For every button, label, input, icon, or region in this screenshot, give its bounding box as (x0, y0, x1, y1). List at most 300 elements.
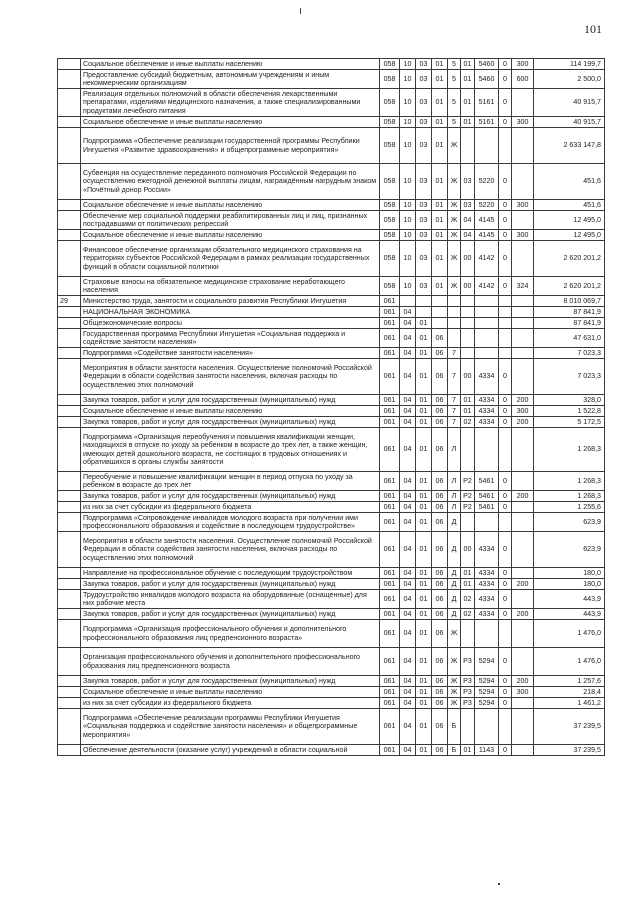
code-cell: 01 (416, 609, 432, 620)
code-cell: 04 (400, 513, 416, 532)
code-cell: 00 (461, 241, 475, 277)
code-cell (499, 296, 512, 307)
code-cell: 06 (432, 568, 448, 579)
item-name: Подпрограмма «Содействие занятости населения» (81, 348, 380, 359)
table-row (58, 329, 605, 348)
code-cell (432, 296, 448, 307)
code-cell (512, 296, 534, 307)
code-cell: 061 (380, 620, 400, 648)
code-cell (448, 296, 461, 307)
code-cell: 0 (499, 590, 512, 609)
code-cell: 06 (432, 532, 448, 568)
row-number (58, 59, 81, 70)
code-cell: 0 (499, 117, 512, 128)
item-name: Общеэкономические вопросы (81, 318, 380, 329)
item-name: Социальное обеспечение и иные выплаты населению (81, 117, 380, 128)
code-cell: 061 (380, 428, 400, 472)
code-cell (499, 620, 512, 648)
code-cell: 200 (512, 395, 534, 406)
table-row (58, 745, 605, 756)
code-cell (461, 128, 475, 164)
code-cell: 200 (512, 417, 534, 428)
row-number (58, 406, 81, 417)
code-cell: 4334 (475, 568, 499, 579)
code-cell: 03 (416, 117, 432, 128)
code-cell (512, 568, 534, 579)
code-cell: 03 (461, 164, 475, 200)
code-cell: 00 (461, 532, 475, 568)
code-cell (499, 329, 512, 348)
code-cell: 300 (512, 200, 534, 211)
table-row (58, 609, 605, 620)
code-cell: 03 (416, 128, 432, 164)
code-cell: 5461 (475, 491, 499, 502)
table-row (58, 277, 605, 296)
row-number (58, 472, 81, 491)
code-cell (461, 307, 475, 318)
amount-cell: 47 631,0 (534, 329, 605, 348)
code-cell: 01 (416, 745, 432, 756)
code-cell: 01 (461, 117, 475, 128)
code-cell: 0 (499, 164, 512, 200)
code-cell: 06 (432, 491, 448, 502)
code-cell: 200 (512, 579, 534, 590)
code-cell (416, 307, 432, 318)
table-row (58, 318, 605, 329)
code-cell: 03 (416, 164, 432, 200)
table-row (58, 417, 605, 428)
code-cell (512, 164, 534, 200)
amount-cell: 1 461,2 (534, 698, 605, 709)
code-cell: 04 (400, 472, 416, 491)
code-cell: 01 (416, 579, 432, 590)
code-cell: 058 (380, 277, 400, 296)
row-number (58, 609, 81, 620)
code-cell: 04 (400, 417, 416, 428)
code-cell: 4334 (475, 609, 499, 620)
code-cell: 01 (432, 211, 448, 230)
row-number (58, 620, 81, 648)
code-cell: 04 (400, 532, 416, 568)
item-name: Социальное обеспечение и иные выплаты населению (81, 200, 380, 211)
code-cell: Р3 (461, 687, 475, 698)
code-cell: Л (448, 502, 461, 513)
item-name: Социальное обеспечение и иные выплаты населению (81, 59, 380, 70)
code-cell: 01 (416, 687, 432, 698)
item-name: из них за счет субсидии из федерального бюджета (81, 698, 380, 709)
code-cell: 02 (461, 590, 475, 609)
code-cell: 01 (416, 395, 432, 406)
code-cell: 5294 (475, 648, 499, 676)
code-cell: 061 (380, 329, 400, 348)
row-number (58, 128, 81, 164)
code-cell: Д (448, 568, 461, 579)
amount-cell: 443,9 (534, 609, 605, 620)
code-cell: 300 (512, 59, 534, 70)
code-cell (461, 348, 475, 359)
code-cell: Ж (448, 211, 461, 230)
code-cell: 03 (416, 211, 432, 230)
code-cell (512, 329, 534, 348)
code-cell: 061 (380, 395, 400, 406)
code-cell (499, 428, 512, 472)
code-cell: 01 (432, 241, 448, 277)
code-cell: 061 (380, 359, 400, 395)
code-cell: 5294 (475, 687, 499, 698)
code-cell (512, 307, 534, 318)
code-cell (448, 307, 461, 318)
item-name: Подпрограмма «Сопровождение инвалидов молодого возраста при получении ими профессионального образования и содействие в последующем трудоустройстве» (81, 513, 380, 532)
code-cell: 01 (416, 590, 432, 609)
row-number (58, 648, 81, 676)
code-cell: 04 (400, 406, 416, 417)
code-cell: 01 (432, 128, 448, 164)
code-cell: 300 (512, 687, 534, 698)
code-cell: 7 (448, 395, 461, 406)
code-cell: 0 (499, 472, 512, 491)
item-name: Трудоустройство инвалидов молодого возраста на оборудованные (оснащенные) для них рабочие места (81, 590, 380, 609)
table-row (58, 532, 605, 568)
code-cell: 061 (380, 532, 400, 568)
code-cell: 03 (416, 241, 432, 277)
code-cell: 061 (380, 568, 400, 579)
item-name: Закупка товаров, работ и услуг для государственных (муниципальных) нужд (81, 417, 380, 428)
code-cell: 06 (432, 676, 448, 687)
code-cell: 0 (499, 230, 512, 241)
code-cell: Л (448, 428, 461, 472)
code-cell: 03 (416, 277, 432, 296)
item-name: Реализация отдельных полномочий в области обеспечения лекарственными препаратами, изделиями медицинского назначения, а также специализированными продуктами лечебного питания (81, 89, 380, 117)
code-cell: 01 (461, 70, 475, 89)
code-cell: 0 (499, 200, 512, 211)
code-cell (512, 472, 534, 491)
amount-cell: 443,9 (534, 590, 605, 609)
code-cell: 10 (400, 89, 416, 117)
code-cell: 061 (380, 513, 400, 532)
code-cell: 06 (432, 406, 448, 417)
code-cell: 01 (432, 200, 448, 211)
code-cell: 5161 (475, 117, 499, 128)
code-cell: 04 (400, 318, 416, 329)
code-cell: 4145 (475, 230, 499, 241)
code-cell: 04 (400, 620, 416, 648)
code-cell (512, 348, 534, 359)
table-row (58, 709, 605, 745)
code-cell (499, 348, 512, 359)
code-cell: 058 (380, 200, 400, 211)
amount-cell: 114 199,7 (534, 59, 605, 70)
code-cell: 0 (499, 532, 512, 568)
item-name: Субвенция на осуществление переданного полномочия Российской Федерации по осуществлению ежегодной денежной выплаты лицам, награждённым нагрудным знаком «Почётный донор России» (81, 164, 380, 200)
code-cell: 02 (461, 609, 475, 620)
item-name: Социальное обеспечение и иные выплаты населению (81, 687, 380, 698)
code-cell (461, 428, 475, 472)
code-cell: Р2 (461, 491, 475, 502)
row-number (58, 359, 81, 395)
amount-cell: 37 239,5 (534, 709, 605, 745)
code-cell: 5 (448, 70, 461, 89)
code-cell: 04 (400, 307, 416, 318)
code-cell: 058 (380, 230, 400, 241)
code-cell: 300 (512, 230, 534, 241)
code-cell (475, 307, 499, 318)
table-row (58, 687, 605, 698)
code-cell: 06 (432, 348, 448, 359)
code-cell: 01 (461, 406, 475, 417)
code-cell: 058 (380, 164, 400, 200)
code-cell: 01 (432, 70, 448, 89)
item-name: НАЦИОНАЛЬНАЯ ЭКОНОМИКА (81, 307, 380, 318)
code-cell: 0 (499, 59, 512, 70)
code-cell: 01 (416, 513, 432, 532)
code-cell (499, 307, 512, 318)
code-cell: 03 (416, 89, 432, 117)
code-cell: 06 (432, 698, 448, 709)
code-cell: 01 (416, 428, 432, 472)
code-cell: 0 (499, 395, 512, 406)
amount-cell: 5 172,5 (534, 417, 605, 428)
code-cell: 02 (461, 417, 475, 428)
code-cell: 10 (400, 277, 416, 296)
table-row (58, 117, 605, 128)
code-cell: 01 (416, 648, 432, 676)
code-cell: 061 (380, 687, 400, 698)
code-cell (512, 502, 534, 513)
code-cell: 061 (380, 472, 400, 491)
code-cell (448, 329, 461, 348)
amount-cell: 40 915,7 (534, 89, 605, 117)
code-cell: 01 (416, 620, 432, 648)
table-row (58, 211, 605, 230)
code-cell: 01 (416, 502, 432, 513)
code-cell: 03 (416, 230, 432, 241)
code-cell: Б (448, 745, 461, 756)
table-row (58, 513, 605, 532)
code-cell: 061 (380, 491, 400, 502)
amount-cell: 451,6 (534, 200, 605, 211)
amount-cell: 180,0 (534, 579, 605, 590)
row-number (58, 709, 81, 745)
code-cell: 01 (461, 395, 475, 406)
amount-cell: 180,0 (534, 568, 605, 579)
code-cell: 01 (416, 709, 432, 745)
code-cell: 06 (432, 579, 448, 590)
code-cell: 058 (380, 128, 400, 164)
code-cell: 5460 (475, 59, 499, 70)
code-cell (512, 241, 534, 277)
code-cell: 058 (380, 59, 400, 70)
table-row (58, 568, 605, 579)
row-number (58, 502, 81, 513)
item-name: Подпрограмма «Организация профессионального обучения и дополнительного профессионального образования лиц предпенсионного возраста» (81, 620, 380, 648)
code-cell: 04 (400, 579, 416, 590)
code-cell: 4334 (475, 579, 499, 590)
code-cell (461, 513, 475, 532)
code-cell: 04 (461, 211, 475, 230)
amount-cell: 87 841,9 (534, 318, 605, 329)
code-cell: 0 (499, 406, 512, 417)
code-cell: 0 (499, 745, 512, 756)
row-number (58, 307, 81, 318)
item-name: Подпрограмма «Обеспечение реализации программы Республики Ингушетия «Социальная поддержка и содействие занятости населения» и общепрограммные мероприятия» (81, 709, 380, 745)
code-cell (512, 648, 534, 676)
table-row (58, 648, 605, 676)
code-cell: 06 (432, 687, 448, 698)
code-cell: 01 (432, 59, 448, 70)
code-cell: 01 (432, 164, 448, 200)
table-row (58, 590, 605, 609)
scan-mark (300, 8, 301, 14)
row-number (58, 89, 81, 117)
amount-cell: 7 023,3 (534, 359, 605, 395)
amount-cell: 1 257,6 (534, 676, 605, 687)
code-cell: 061 (380, 745, 400, 756)
row-number (58, 329, 81, 348)
amount-cell: 37 239,5 (534, 745, 605, 756)
row-number (58, 579, 81, 590)
code-cell: 01 (416, 472, 432, 491)
code-cell (512, 620, 534, 648)
code-cell: 06 (432, 513, 448, 532)
amount-cell: 40 915,7 (534, 117, 605, 128)
table-row (58, 241, 605, 277)
code-cell: 10 (400, 117, 416, 128)
row-number (58, 745, 81, 756)
row-number (58, 568, 81, 579)
code-cell: Ж (448, 698, 461, 709)
amount-cell: 2 620 201,2 (534, 241, 605, 277)
item-name: Закупка товаров, работ и услуг для государственных (муниципальных) нужд (81, 676, 380, 687)
code-cell (475, 348, 499, 359)
code-cell: 0 (499, 211, 512, 230)
row-number (58, 417, 81, 428)
code-cell: 03 (416, 59, 432, 70)
code-cell: 061 (380, 698, 400, 709)
code-cell: 04 (400, 329, 416, 348)
code-cell: 5220 (475, 200, 499, 211)
code-cell: 1143 (475, 745, 499, 756)
code-cell: 058 (380, 211, 400, 230)
code-cell: 01 (416, 491, 432, 502)
code-cell: 5294 (475, 676, 499, 687)
code-cell: Д (448, 579, 461, 590)
code-cell (512, 89, 534, 117)
item-name: Социальное обеспечение и иные выплаты населению (81, 406, 380, 417)
code-cell: 01 (432, 117, 448, 128)
code-cell: 00 (461, 277, 475, 296)
table-row (58, 128, 605, 164)
code-cell: 06 (432, 428, 448, 472)
code-cell: Д (448, 590, 461, 609)
code-cell: 058 (380, 241, 400, 277)
code-cell (512, 698, 534, 709)
code-cell: 0 (499, 502, 512, 513)
code-cell: 01 (416, 532, 432, 568)
code-cell: 10 (400, 59, 416, 70)
table-row (58, 59, 605, 70)
code-cell: 04 (400, 395, 416, 406)
code-cell: 058 (380, 70, 400, 89)
code-cell: 4334 (475, 395, 499, 406)
code-cell (512, 709, 534, 745)
item-name: Подпрограмма «Обеспечение реализации государственной программы Республики Ингушетия «Развитие здравоохранения» и общепрограммные мероприятия» (81, 128, 380, 164)
code-cell: 10 (400, 241, 416, 277)
code-cell: 04 (400, 687, 416, 698)
table-row (58, 579, 605, 590)
code-cell: Ж (448, 230, 461, 241)
code-cell: 0 (499, 70, 512, 89)
code-cell: 04 (461, 230, 475, 241)
amount-cell: 218,4 (534, 687, 605, 698)
code-cell: 06 (432, 709, 448, 745)
amount-cell: 451,6 (534, 164, 605, 200)
code-cell: Д (448, 513, 461, 532)
code-cell: 5161 (475, 89, 499, 117)
code-cell: 7 (448, 359, 461, 395)
code-cell (499, 709, 512, 745)
amount-cell: 12 495,0 (534, 230, 605, 241)
code-cell (499, 513, 512, 532)
table-row (58, 296, 605, 307)
code-cell: 300 (512, 117, 534, 128)
table-row (58, 359, 605, 395)
code-cell: 058 (380, 89, 400, 117)
code-cell: 10 (400, 164, 416, 200)
code-cell (416, 296, 432, 307)
row-number (58, 676, 81, 687)
code-cell: 01 (461, 579, 475, 590)
amount-cell: 7 023,3 (534, 348, 605, 359)
table-row (58, 491, 605, 502)
code-cell: 5294 (475, 698, 499, 709)
code-cell: 10 (400, 128, 416, 164)
item-name: Мероприятия в области занятости населения. Осуществление полномочий Российской Федерации в области содействия занятости населения, включая расходы по осуществлению этих полномочий (81, 532, 380, 568)
row-number (58, 348, 81, 359)
code-cell: 00 (461, 359, 475, 395)
code-cell: 04 (400, 698, 416, 709)
table-row (58, 164, 605, 200)
table-row (58, 307, 605, 318)
code-cell (400, 296, 416, 307)
row-number (58, 164, 81, 200)
code-cell: 04 (400, 676, 416, 687)
amount-cell: 1 255,6 (534, 502, 605, 513)
item-name: Закупка товаров, работ и услуг для государственных (муниципальных) нужд (81, 395, 380, 406)
code-cell: 01 (432, 277, 448, 296)
item-name: Закупка товаров, работ и услуг для государственных (муниципальных) нужд (81, 609, 380, 620)
code-cell: 4334 (475, 590, 499, 609)
code-cell (475, 513, 499, 532)
table-row (58, 70, 605, 89)
code-cell: Ж (448, 277, 461, 296)
item-name: из них за счет субсидии из федерального бюджета (81, 502, 380, 513)
code-cell: 04 (400, 428, 416, 472)
code-cell (475, 318, 499, 329)
code-cell: Л (448, 472, 461, 491)
code-cell: 0 (499, 277, 512, 296)
code-cell: 061 (380, 296, 400, 307)
code-cell (512, 211, 534, 230)
table-row (58, 428, 605, 472)
code-cell: 06 (432, 472, 448, 491)
item-name: Обеспечение деятельности (оказание услуг) учреждений в области социальной (81, 745, 380, 756)
table-row (58, 472, 605, 491)
code-cell: 5 (448, 117, 461, 128)
item-name: Обеспечение мер социальной поддержки реабилитированных лиц и лиц, признанных пострадавшими от политических репрессий (81, 211, 380, 230)
item-name: Закупка товаров, работ и услуг для государственных (муниципальных) нужд (81, 491, 380, 502)
amount-cell: 1 522,8 (534, 406, 605, 417)
code-cell: 300 (512, 406, 534, 417)
